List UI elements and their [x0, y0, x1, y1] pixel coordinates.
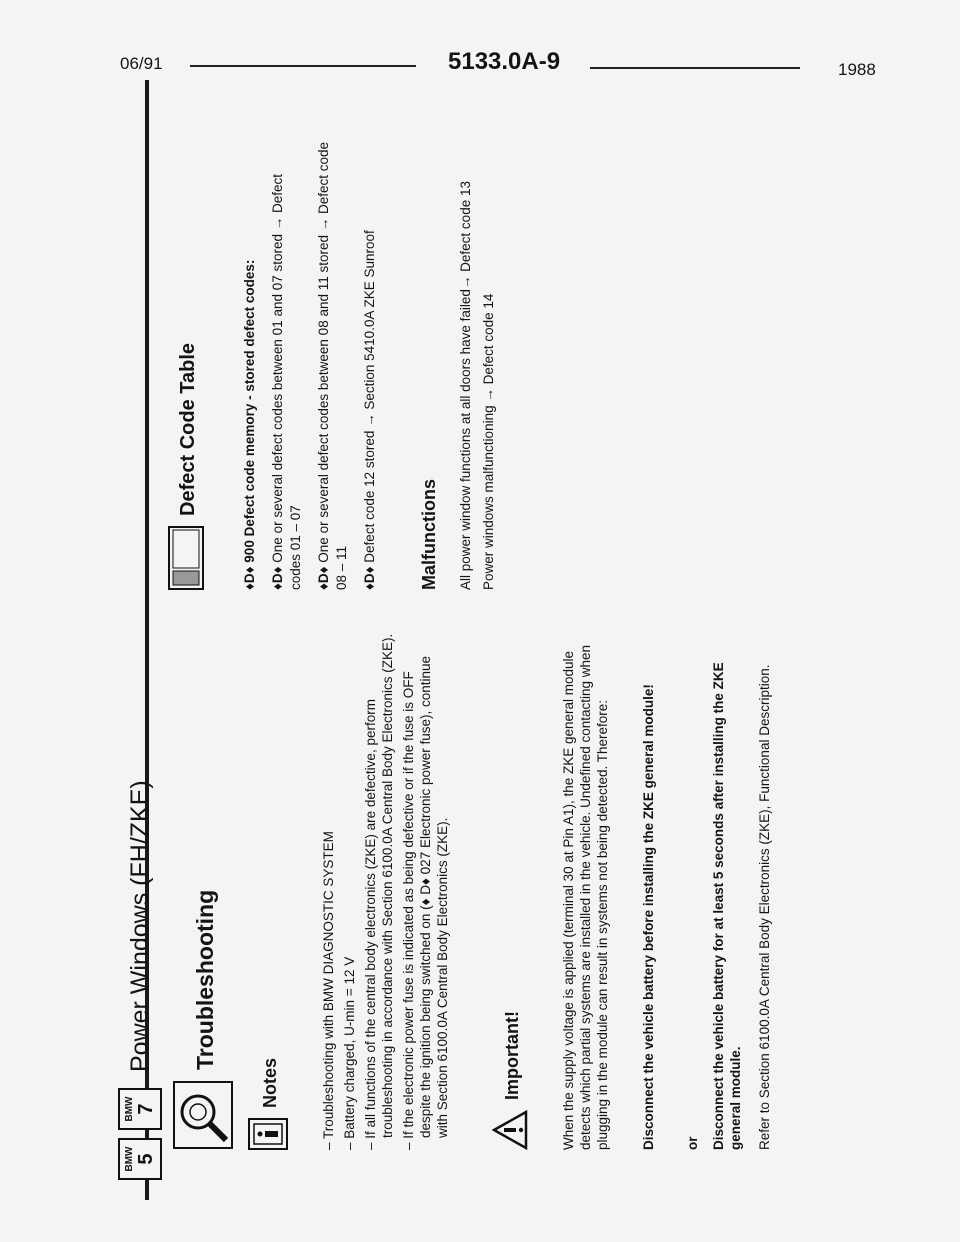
header-date: 06/91	[120, 54, 163, 73]
notes-heading: Notes	[260, 1057, 280, 1108]
defect-code-list	[241, 140, 379, 590]
list-item	[315, 140, 351, 590]
instruction-disconnect-before: Disconnect the vehicle battery before installing the ZKE general module!	[641, 684, 656, 1150]
bmw-5-label: BMW	[123, 1146, 135, 1172]
header-rule-left	[190, 65, 416, 67]
malfunctions-section	[419, 140, 496, 590]
bmw-7-badge	[118, 1088, 162, 1130]
troubleshooting-heading: Troubleshooting	[192, 889, 218, 1070]
defect-text: Defect code 12 stored → Section 5410.0A ZKE Sunroof	[362, 230, 377, 563]
bmw-7-number: 7	[134, 1103, 157, 1115]
document-title: Power Windows (FH/ZKE)	[125, 780, 154, 1072]
header-year: 1988	[838, 60, 876, 79]
defect-table-heading: Defect Code Table	[177, 343, 199, 516]
notes-section	[248, 1058, 293, 1150]
list-item: – If all functions of the central body electronics (ZKE) are defective, perform troubleshooting in accordance with Section 6100.0A Central Body Electronics (ZKE).	[363, 633, 395, 1150]
defect-text: 900 Defect code memory - stored defect codes:	[242, 259, 257, 563]
important-heading: Important!	[502, 1011, 522, 1100]
list-item	[241, 140, 259, 590]
defect-prefix: ♦D♦	[362, 566, 377, 590]
bmw-5-number: 5	[134, 1153, 157, 1165]
defect-prefix: ♦D♦	[316, 566, 331, 590]
malfunctions-heading: Malfunctions	[419, 479, 439, 590]
header-rule-right	[590, 67, 800, 69]
refer-section: Refer to Section 6100.0A Central Body Electronics (ZKE), Functional Description.	[757, 664, 772, 1150]
page-header	[0, 50, 960, 90]
list-item: – Troubleshooting with BMW DIAGNOSTIC SYSTEM	[321, 831, 336, 1150]
defect-prefix: ♦D♦	[242, 566, 257, 590]
right-column	[177, 140, 624, 590]
bmw-7-label: BMW	[123, 1096, 135, 1122]
rotated-page-body	[120, 100, 820, 1180]
defect-table-section	[168, 140, 209, 590]
warning-icon	[492, 1110, 533, 1150]
important-paragraph: When the supply voltage is applied (terminal 30 at Pin A1), the ZKE general module detects which partial systems are installed in the vehicle. Undefined contacting when plugging in the module can result in systems not being detected. Therefore:	[561, 644, 610, 1150]
bmw-5-badge	[118, 1138, 162, 1180]
troubleshooting-section	[172, 890, 239, 1150]
important-section	[492, 1011, 533, 1150]
instruction-disconnect-after: Disconnect the vehicle battery for at least 5 seconds after installing the ZKE general module.	[711, 662, 743, 1150]
defect-text: One or several defect codes between 01 and 07 stored → Defect codes 01 – 07	[270, 173, 303, 590]
list-item: Power windows malfunctioning → Defect code 14	[481, 293, 496, 590]
notes-list	[320, 630, 455, 1150]
list-item	[269, 140, 305, 590]
or-separator: or	[685, 1136, 700, 1150]
list-item: All power window functions at all doors have failed→ Defect code 13	[458, 181, 473, 590]
brand-row	[120, 780, 160, 1180]
list-item	[361, 140, 379, 590]
list-item: – Battery charged, U-min = 12 V	[342, 956, 357, 1150]
defect-list-icon	[168, 526, 209, 590]
defect-text: One or several defect codes between 08 and 11 stored → Defect code 08 – 11	[316, 141, 349, 590]
header-section-code: 5133.0A-9	[448, 48, 561, 75]
magnifier-icon	[172, 1080, 239, 1150]
info-icon	[248, 1118, 293, 1150]
list-item: – If the electronic power fuse is indicated as being defective or if the fuse is OFF despite the ignition being switched on (♦ D♦ 027 Electronic power fuse), continue with Section 6100.0A Central Body Electronics (ZKE).	[401, 655, 450, 1150]
defect-prefix: ♦D♦	[270, 566, 285, 590]
